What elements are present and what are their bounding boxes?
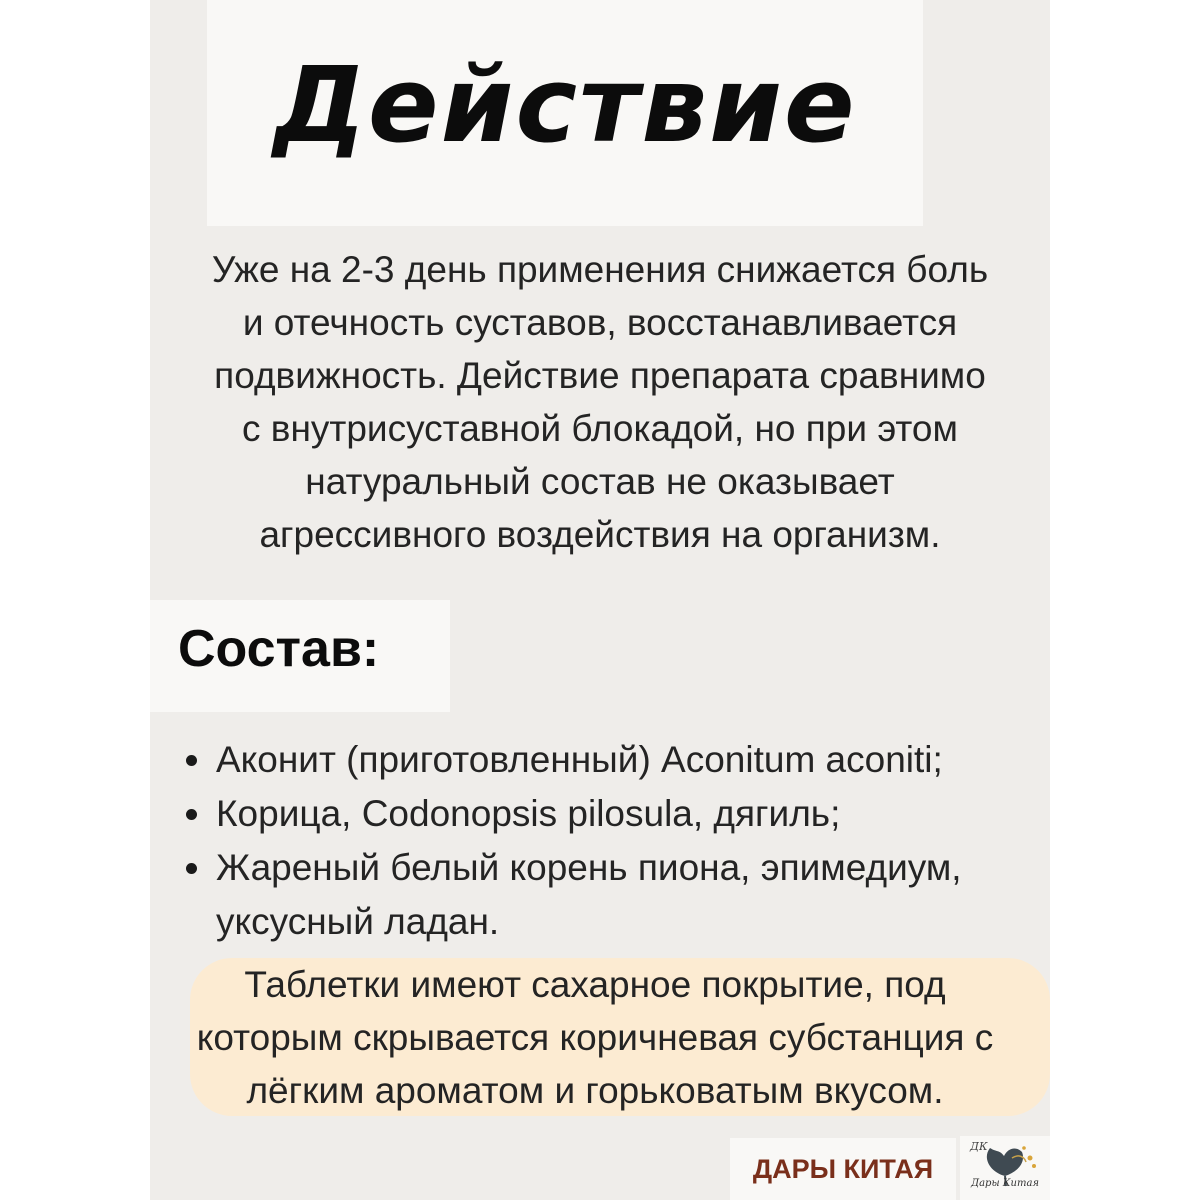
description-line: и отечность суставов, восстанавливается	[242, 302, 958, 343]
ingredient-line: уксусный ладан.	[216, 901, 500, 942]
description-line: натуральный состав не оказывает	[305, 461, 895, 502]
action-description	[160, 243, 1040, 561]
brand-name: ДАРЫ КИТАЯ	[752, 1154, 934, 1184]
title-banner	[207, 0, 923, 226]
ingredient-list	[184, 733, 1044, 949]
ingredient-line: Жареный белый корень пиона, эпимедиум,	[216, 847, 962, 888]
description-line: агрессивного воздействия на организм.	[259, 514, 941, 555]
brand-logo	[960, 1136, 1050, 1200]
product-card	[150, 0, 1050, 1200]
list-item	[184, 787, 1044, 841]
page-title: Действие	[273, 44, 857, 166]
description-line: с внутрисуставной блокадой, но при этом	[242, 408, 958, 449]
ginkgo-leaf-icon	[960, 1136, 1050, 1200]
list-item	[184, 733, 1044, 787]
note-line: которым скрывается коричневая субстанция с	[196, 1017, 994, 1058]
description-line: Уже на 2-3 день применения снижается боль	[211, 249, 989, 290]
tablet-note	[190, 958, 1000, 1117]
ingredient-line: Аконит (приготовленный) Aconitum aconiti;	[216, 739, 943, 780]
logo-script-text: Дары Китая	[970, 1178, 1040, 1189]
note-line: лёгким ароматом и горьковатым вкусом.	[246, 1070, 944, 1111]
note-line: Таблетки имеют сахарное покрытие, под	[244, 964, 946, 1005]
composition-heading: Состав:	[178, 620, 380, 678]
list-item	[184, 841, 1044, 949]
ingredient-line: Корица, Codonopsis pilosula, дягиль;	[216, 793, 841, 834]
svg-text:ДК: ДК	[970, 1140, 988, 1153]
description-line: подвижность. Действие препарата сравнимо	[214, 355, 986, 396]
